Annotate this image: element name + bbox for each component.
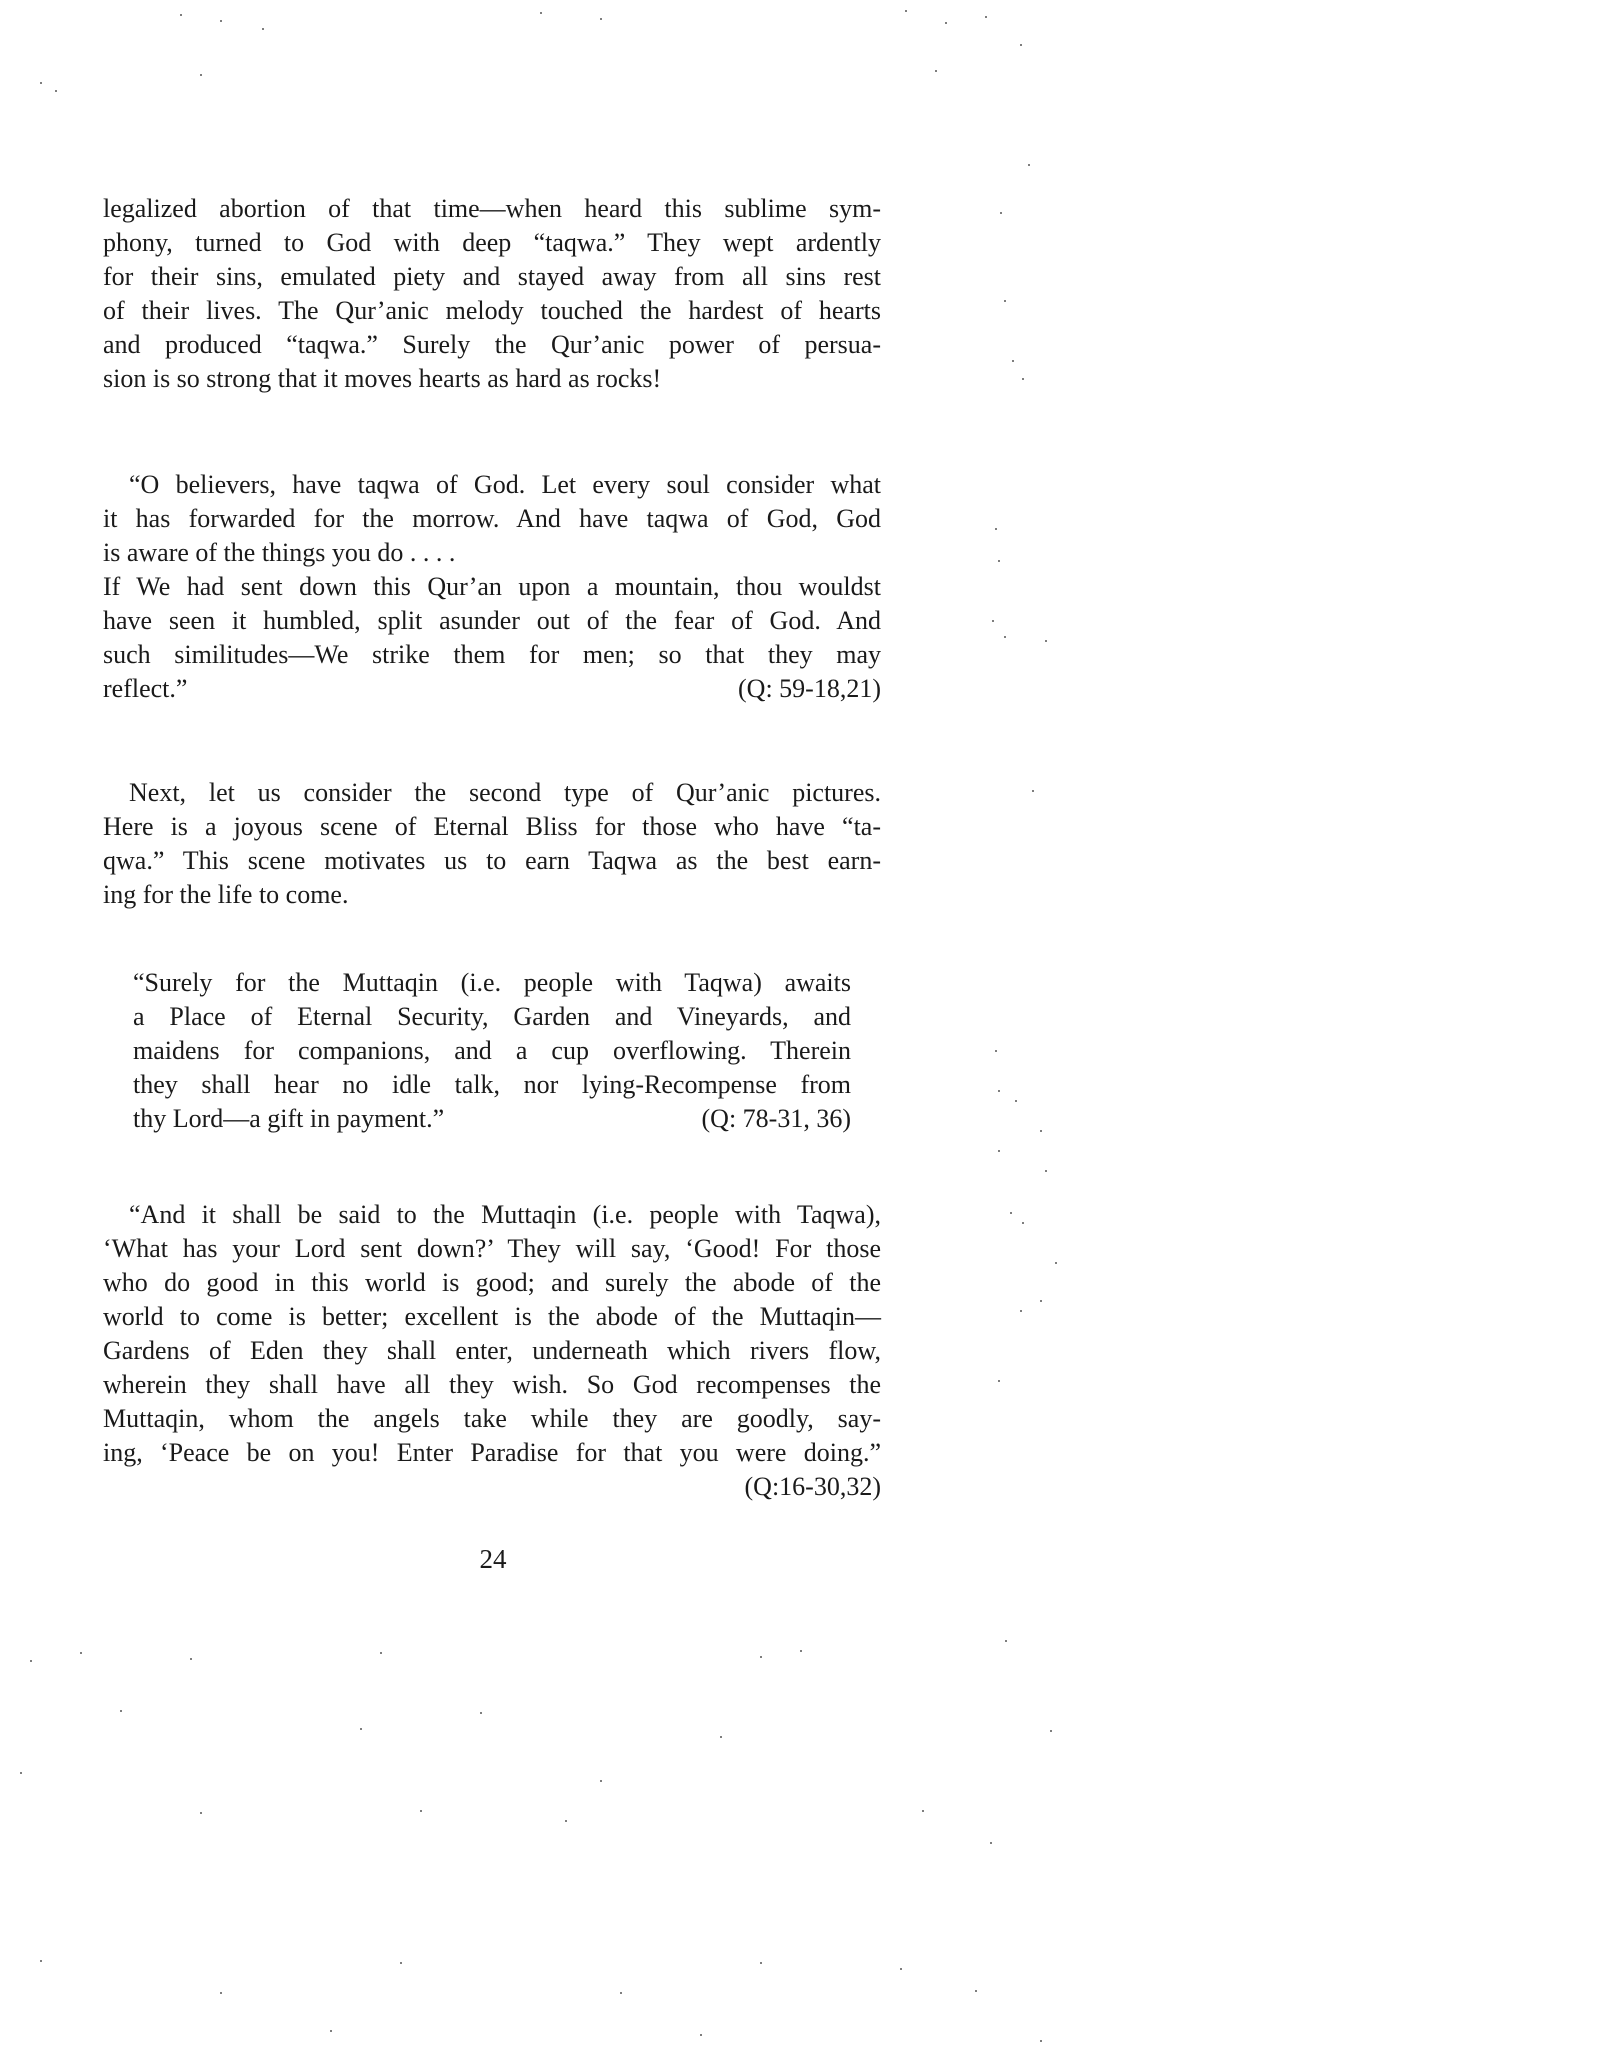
speck — [200, 1812, 202, 1814]
speck — [540, 12, 542, 14]
speck — [935, 70, 937, 72]
text-line: who do good in this world is good; and surely the abode of the — [103, 1268, 881, 1297]
speck — [1012, 360, 1014, 362]
speck — [945, 22, 947, 24]
citation: (Q: 78-31, 36) — [701, 1104, 851, 1133]
speck — [922, 1810, 924, 1812]
text-line: ing, ‘Peace be on you! Enter Paradise for that you were doing.” — [103, 1438, 881, 1467]
speck — [40, 82, 42, 84]
text-line: “And it shall be said to the Muttaqin (i.e. people with Taqwa), — [129, 1200, 881, 1229]
speck — [985, 16, 987, 18]
speck — [998, 1380, 1000, 1382]
speck — [1022, 1222, 1024, 1224]
speck — [565, 1820, 567, 1822]
page-number: 24 — [479, 1544, 507, 1574]
speck — [1004, 636, 1006, 638]
speck — [1050, 1730, 1052, 1732]
speck — [1020, 1310, 1022, 1312]
text-line: qwa.” This scene motivates us to earn Taqwa as the best earn- — [103, 846, 881, 875]
speck — [400, 1962, 402, 1964]
speck — [760, 1962, 762, 1964]
speck — [1045, 640, 1047, 642]
text-line: Muttaqin, whom the angels take while they are goodly, say- — [103, 1404, 881, 1433]
speck — [995, 528, 997, 530]
speck — [600, 18, 602, 20]
speck — [40, 1960, 42, 1962]
speck — [420, 1810, 422, 1812]
speck — [1032, 790, 1034, 792]
speck — [995, 1050, 997, 1052]
speck — [1015, 1100, 1017, 1102]
quran-quote-1 — [103, 468, 881, 706]
text-line: Here is a joyous scene of Eternal Bliss for those who have “ta- — [103, 812, 881, 841]
speck — [998, 1090, 1000, 1092]
speck — [1020, 44, 1022, 46]
text-line: world to come is better; excellent is the abode of the Muttaqin— — [103, 1302, 881, 1331]
text-line: such similitudes—We strike them for men; so that they may — [103, 640, 881, 669]
text-line: Gardens of Eden they shall enter, underneath which rivers flow, — [103, 1336, 881, 1365]
speck — [80, 1652, 82, 1654]
text-line: maidens for companions, and a cup overflowing. Therein — [133, 1036, 851, 1065]
speck — [998, 560, 1000, 562]
text-line: “O believers, have taqwa of God. Let every soul consider what — [129, 470, 881, 499]
speck — [1000, 212, 1002, 214]
text-line: wherein they shall have all they wish. So God recompenses the — [103, 1370, 881, 1399]
speck — [180, 14, 182, 16]
speck — [1022, 378, 1024, 380]
text-line: ing for the life to come. — [103, 880, 349, 909]
speck — [998, 1150, 1000, 1152]
text-line: for their sins, emulated piety and stayed away from all sins rest — [103, 262, 881, 291]
text-line: they shall hear no idle talk, nor lying-Recompense from — [133, 1070, 851, 1099]
speck — [600, 1780, 602, 1782]
speck — [380, 1652, 382, 1654]
body-paragraph-1 — [103, 192, 881, 396]
speck — [905, 10, 907, 12]
text-line: have seen it humbled, split asunder out of the fear of God. And — [103, 606, 881, 635]
quote-closing-line — [133, 1102, 851, 1136]
text-line: ‘What has your Lord sent down?’ They will say, ‘Good! For those — [103, 1234, 881, 1263]
speck — [1040, 1130, 1042, 1132]
text-line: a Place of Eternal Security, Garden and Vineyards, and — [133, 1002, 851, 1031]
speck — [30, 1660, 32, 1662]
text-line: phony, turned to God with deep “taqwa.” They wept ardently — [103, 228, 881, 257]
speck — [1045, 1170, 1047, 1172]
quran-quote-3 — [103, 1198, 881, 1504]
speck — [990, 1842, 992, 1844]
speck — [55, 90, 57, 92]
speck — [700, 2034, 702, 2036]
speck — [1010, 1212, 1012, 1214]
speck — [1028, 164, 1030, 166]
speck — [720, 1736, 722, 1738]
speck — [220, 20, 222, 22]
speck — [20, 1772, 22, 1774]
speck — [900, 1968, 902, 1970]
text-line: of their lives. The Qur’anic melody touched the hardest of hearts — [103, 296, 881, 325]
speck — [190, 1658, 192, 1660]
speck — [800, 1650, 802, 1652]
text-line: is aware of the things you do . . . . — [103, 538, 456, 567]
text-line: If We had sent down this Qur’an upon a mountain, thou wouldst — [103, 572, 881, 601]
speck — [220, 1992, 222, 1994]
speck — [1005, 1640, 1007, 1642]
text-line: thy Lord—a gift in payment.” — [133, 1104, 445, 1133]
text-line: reflect.” — [103, 674, 188, 703]
speck — [975, 1990, 977, 1992]
body-paragraph-2 — [103, 776, 881, 912]
speck — [1040, 1300, 1042, 1302]
speck — [120, 1710, 122, 1712]
speck — [1055, 1262, 1057, 1264]
speck — [200, 74, 202, 76]
speck — [992, 620, 994, 622]
speck — [1004, 300, 1006, 302]
text-line: Next, let us consider the second type of Qur’anic pictures. — [129, 778, 881, 807]
speck — [760, 1656, 762, 1658]
speck — [360, 1728, 362, 1730]
quran-quote-2 — [133, 966, 851, 1136]
speck — [1040, 2040, 1042, 2042]
text-line: legalized abortion of that time—when heard this sublime sym- — [103, 194, 881, 223]
text-line: it has forwarded for the morrow. And have taqwa of God, God — [103, 504, 881, 533]
speck — [620, 1992, 622, 1994]
text-line: sion is so strong that it moves hearts as hard as rocks! — [103, 364, 662, 393]
citation: (Q: 59-18,21) — [738, 674, 881, 703]
text-line: “Surely for the Muttaqin (i.e. people with Taqwa) awaits — [133, 968, 851, 997]
citation: (Q:16-30,32) — [744, 1472, 881, 1501]
quote-closing-line — [103, 672, 881, 706]
speck — [330, 2030, 332, 2032]
speck — [480, 1712, 482, 1714]
text-line: and produced “taqwa.” Surely the Qur’anic power of persua- — [103, 330, 881, 359]
speck — [262, 28, 264, 30]
